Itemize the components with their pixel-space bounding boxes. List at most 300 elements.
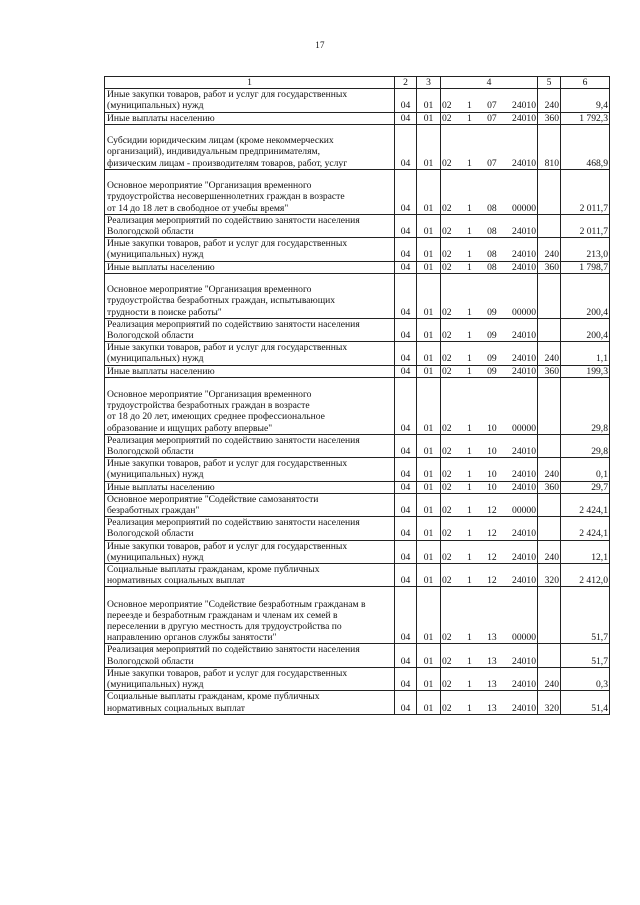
row-section-cell: 04 [395, 540, 417, 563]
target-code-part: 13 [487, 655, 497, 667]
row-amount-cell: 200,4 [561, 318, 610, 341]
target-code-part: 09 [487, 365, 497, 377]
target-code-part: 02 [442, 226, 452, 238]
table-row [105, 644, 610, 667]
row-expense-type-cell [538, 493, 561, 516]
row-amount-cell: 468,9 [561, 124, 610, 169]
row-subsection-cell: 01 [417, 493, 441, 516]
target-code [442, 703, 536, 714]
target-code [442, 469, 536, 480]
row-expense-type-cell [538, 434, 561, 457]
target-code [442, 446, 536, 457]
target-code-part: 13 [487, 702, 497, 714]
target-code [442, 100, 536, 111]
table-row [105, 691, 610, 714]
row-expense-type-cell: 240 [538, 667, 561, 690]
row-description-cell [105, 644, 395, 667]
row-description: Реализация мероприятий по содействию занятости населения Вологодской области [107, 434, 360, 458]
row-subsection-cell: 01 [417, 112, 441, 124]
row-section-cell: 04 [395, 169, 417, 214]
row-target-code-cell [441, 89, 538, 112]
row-subsection-cell: 01 [417, 214, 441, 237]
target-code [442, 249, 536, 260]
row-subsection-cell: 01 [417, 587, 441, 644]
row-amount-cell: 2 011,7 [561, 169, 610, 214]
target-code [442, 632, 536, 643]
row-amount-cell: 1,1 [561, 342, 610, 365]
row-target-code-cell [441, 112, 538, 124]
header-cell-6: 6 [561, 77, 610, 89]
target-code-part: 00000 [512, 306, 536, 318]
target-code-part: 10 [487, 469, 497, 481]
row-section-cell: 04 [395, 112, 417, 124]
target-code-part: 09 [487, 353, 497, 365]
page-number: 17 [315, 40, 325, 50]
target-code-part: 24010 [512, 100, 536, 112]
row-description: Иные закупки товаров, работ и услуг для государственных (муниципальных) нужд [107, 667, 348, 691]
row-section-cell: 04 [395, 261, 417, 273]
table-row [105, 564, 610, 587]
row-target-code-cell [441, 238, 538, 261]
row-description: Иные выплаты населению [107, 481, 215, 493]
target-code-part: 02 [442, 330, 452, 342]
target-code-part: 07 [487, 100, 497, 112]
target-code-part: 00000 [512, 505, 536, 517]
row-description-cell [105, 238, 395, 261]
row-description-cell [105, 564, 395, 587]
target-code-part: 02 [442, 157, 452, 169]
row-target-code-cell [441, 517, 538, 540]
row-subsection-cell: 01 [417, 273, 441, 318]
row-target-code-cell [441, 691, 538, 714]
target-code [442, 575, 536, 586]
target-code-part: 24010 [512, 365, 536, 377]
target-code-part: 02 [442, 505, 452, 517]
row-expense-type-cell [538, 377, 561, 434]
target-code-part: 1 [466, 469, 472, 481]
row-description: Реализация мероприятий по содействию занятости населения Вологодской области [107, 644, 360, 667]
row-description-cell [105, 89, 395, 112]
row-target-code-cell [441, 261, 538, 273]
target-code-part: 24010 [512, 469, 536, 481]
target-code-part: 1 [466, 261, 472, 273]
row-subsection-cell: 01 [417, 124, 441, 169]
target-code-part: 08 [487, 249, 497, 261]
row-description-cell [105, 587, 395, 644]
row-description: Иные закупки товаров, работ и услуг для государственных (муниципальных) нужд [107, 238, 348, 261]
target-code-part: 02 [442, 702, 452, 714]
target-code [442, 423, 536, 434]
row-amount-cell: 1 792,3 [561, 112, 610, 124]
row-description-cell [105, 112, 395, 124]
row-description: Основное мероприятие "Организация временного трудоустройства безработных граждан в возрасте от 18 до 20 лет, имеющих среднее профессиональное образование и ищущих работу впервые" [107, 389, 325, 434]
row-expense-type-cell: 240 [538, 540, 561, 563]
row-section-cell: 04 [395, 587, 417, 644]
row-description: Иные закупки товаров, работ и услуг для государственных (муниципальных) нужд [107, 458, 348, 481]
row-description-cell [105, 540, 395, 563]
row-amount-cell: 29,8 [561, 377, 610, 434]
row-description: Основное мероприятие "Содействие безработным гражданам в переезде и безработным гражданам и членам их семей в переселении в другую местность для трудоустройства по направлению органов службы занятости" [107, 598, 366, 644]
target-code [442, 656, 536, 667]
row-target-code-cell [441, 214, 538, 237]
target-code-part: 02 [442, 632, 452, 644]
row-section-cell: 04 [395, 691, 417, 714]
target-code-part: 02 [442, 551, 452, 563]
target-code-part: 1 [466, 112, 472, 124]
table-row [105, 261, 610, 273]
row-section-cell: 04 [395, 318, 417, 341]
row-target-code-cell [441, 318, 538, 341]
target-code-part: 24010 [512, 249, 536, 261]
row-target-code-cell [441, 587, 538, 644]
target-code-part: 02 [442, 679, 452, 691]
header-cell-5: 5 [538, 77, 561, 89]
target-code-part: 1 [466, 202, 472, 214]
target-code-part: 10 [487, 481, 497, 493]
target-code-part: 07 [487, 157, 497, 169]
target-code-part: 24010 [512, 353, 536, 365]
target-code-part: 09 [487, 306, 497, 318]
target-code-part: 24010 [512, 679, 536, 691]
row-section-cell: 04 [395, 214, 417, 237]
row-expense-type-cell: 240 [538, 458, 561, 481]
row-expense-type-cell: 360 [538, 112, 561, 124]
row-description-cell [105, 169, 395, 214]
row-subsection-cell: 01 [417, 261, 441, 273]
row-amount-cell: 2 424,1 [561, 517, 610, 540]
target-code-part: 02 [442, 202, 452, 214]
row-subsection-cell: 01 [417, 434, 441, 457]
row-description-cell [105, 667, 395, 690]
row-target-code-cell [441, 273, 538, 318]
row-subsection-cell: 01 [417, 481, 441, 493]
row-expense-type-cell [538, 273, 561, 318]
row-section-cell: 04 [395, 238, 417, 261]
row-amount-cell: 0,1 [561, 458, 610, 481]
row-section-cell: 04 [395, 481, 417, 493]
row-description-cell [105, 458, 395, 481]
row-amount-cell: 9,4 [561, 89, 610, 112]
table-row [105, 667, 610, 690]
target-code-part: 10 [487, 422, 497, 434]
table-row [105, 434, 610, 457]
target-code-part: 1 [466, 655, 472, 667]
row-description: Иные закупки товаров, работ и услуг для государственных (муниципальных) нужд [107, 540, 348, 563]
target-code [442, 366, 536, 377]
target-code-part: 1 [466, 353, 472, 365]
row-section-cell: 04 [395, 273, 417, 318]
row-amount-cell: 1 798,7 [561, 261, 610, 273]
row-target-code-cell [441, 124, 538, 169]
table-row [105, 169, 610, 214]
row-section-cell: 04 [395, 493, 417, 516]
row-target-code-cell [441, 667, 538, 690]
row-subsection-cell: 01 [417, 318, 441, 341]
target-code-part: 1 [466, 330, 472, 342]
row-description: Иные закупки товаров, работ и услуг для государственных (муниципальных) нужд [107, 89, 348, 112]
target-code [442, 528, 536, 539]
target-code-part: 1 [466, 551, 472, 563]
target-code-part: 13 [487, 632, 497, 644]
table-row [105, 517, 610, 540]
row-target-code-cell [441, 564, 538, 587]
target-code-part: 1 [466, 528, 472, 540]
target-code [442, 262, 536, 273]
table-row [105, 493, 610, 516]
table-row [105, 318, 610, 341]
target-code [442, 482, 536, 493]
target-code-part: 02 [442, 261, 452, 273]
table-row [105, 342, 610, 365]
target-code-part: 02 [442, 446, 452, 458]
target-code-part: 02 [442, 655, 452, 667]
table-row [105, 273, 610, 318]
row-expense-type-cell: 240 [538, 238, 561, 261]
target-code [442, 307, 536, 318]
target-code-part: 1 [466, 249, 472, 261]
target-code-part: 1 [466, 505, 472, 517]
target-code-part: 1 [466, 679, 472, 691]
target-code-part: 00000 [512, 632, 536, 644]
row-description-cell [105, 493, 395, 516]
row-description-cell [105, 517, 395, 540]
target-code-part: 24010 [512, 261, 536, 273]
header-row [105, 77, 610, 89]
row-subsection-cell: 01 [417, 377, 441, 434]
row-expense-type-cell: 240 [538, 342, 561, 365]
table-row [105, 540, 610, 563]
row-description-cell [105, 377, 395, 434]
target-code-part: 1 [466, 100, 472, 112]
row-description: Реализация мероприятий по содействию занятости населения Вологодской области [107, 318, 360, 342]
row-amount-cell: 213,0 [561, 238, 610, 261]
row-amount-cell: 0,3 [561, 667, 610, 690]
target-code-part: 24010 [512, 702, 536, 714]
table-row [105, 377, 610, 434]
target-code [442, 203, 536, 214]
target-code [442, 158, 536, 169]
target-code-part: 1 [466, 422, 472, 434]
row-section-cell: 04 [395, 434, 417, 457]
table-row [105, 124, 610, 169]
target-code-part: 1 [466, 157, 472, 169]
table-row [105, 481, 610, 493]
target-code-part: 02 [442, 365, 452, 377]
row-target-code-cell [441, 540, 538, 563]
target-code [442, 330, 536, 341]
header-cell-2: 2 [395, 77, 417, 89]
target-code-part: 24010 [512, 575, 536, 587]
row-target-code-cell [441, 342, 538, 365]
row-amount-cell: 200,4 [561, 273, 610, 318]
row-expense-type-cell [538, 318, 561, 341]
row-subsection-cell: 01 [417, 365, 441, 377]
row-target-code-cell [441, 365, 538, 377]
target-code [442, 679, 536, 690]
target-code-part: 12 [487, 575, 497, 587]
row-description: Иные закупки товаров, работ и услуг для государственных (муниципальных) нужд [107, 342, 348, 365]
target-code-part: 24010 [512, 446, 536, 458]
target-code-part: 24010 [512, 112, 536, 124]
row-description: Социальные выплаты гражданам, кроме публичных нормативных социальных выплат [107, 564, 320, 587]
target-code-part: 24010 [512, 226, 536, 238]
row-subsection-cell: 01 [417, 540, 441, 563]
target-code-part: 1 [466, 365, 472, 377]
row-expense-type-cell: 810 [538, 124, 561, 169]
target-code-part: 1 [466, 702, 472, 714]
row-amount-cell: 2 412,0 [561, 564, 610, 587]
row-expense-type-cell [538, 587, 561, 644]
target-code-part: 07 [487, 112, 497, 124]
target-code-part: 1 [466, 226, 472, 238]
target-code-part: 10 [487, 446, 497, 458]
target-code-part: 24010 [512, 655, 536, 667]
target-code-part: 1 [466, 306, 472, 318]
row-target-code-cell [441, 493, 538, 516]
target-code [442, 113, 536, 124]
row-description-cell [105, 124, 395, 169]
target-code [442, 226, 536, 237]
row-section-cell: 04 [395, 124, 417, 169]
row-section-cell: 04 [395, 644, 417, 667]
target-code-part: 12 [487, 528, 497, 540]
target-code-part: 08 [487, 202, 497, 214]
row-description-cell [105, 691, 395, 714]
row-expense-type-cell: 360 [538, 261, 561, 273]
table-row [105, 365, 610, 377]
target-code-part: 08 [487, 261, 497, 273]
table-row [105, 587, 610, 644]
target-code [442, 353, 536, 364]
row-description: Реализация мероприятий по содействию занятости населения Вологодской области [107, 517, 360, 540]
header-cell-1: 1 [105, 77, 395, 89]
row-section-cell: 04 [395, 365, 417, 377]
target-code-part: 02 [442, 528, 452, 540]
row-amount-cell: 12,1 [561, 540, 610, 563]
target-code-part: 09 [487, 330, 497, 342]
row-amount-cell: 2 011,7 [561, 214, 610, 237]
target-code-part: 02 [442, 575, 452, 587]
target-code-part: 02 [442, 353, 452, 365]
row-expense-type-cell [538, 644, 561, 667]
row-subsection-cell: 01 [417, 458, 441, 481]
row-description: Реализация мероприятий по содействию занятости населения Вологодской области [107, 214, 360, 238]
row-target-code-cell [441, 481, 538, 493]
target-code-part: 1 [466, 575, 472, 587]
row-target-code-cell [441, 169, 538, 214]
row-expense-type-cell [538, 169, 561, 214]
row-subsection-cell: 01 [417, 564, 441, 587]
row-description-cell [105, 318, 395, 341]
row-amount-cell: 199,3 [561, 365, 610, 377]
row-description: Иные выплаты населению [107, 112, 215, 124]
row-description-cell [105, 365, 395, 377]
row-subsection-cell: 01 [417, 644, 441, 667]
table-row [105, 458, 610, 481]
row-expense-type-cell [538, 214, 561, 237]
header-cell-3: 3 [417, 77, 441, 89]
row-description: Основное мероприятие "Организация временного трудоустройства безработных граждан, испытывающих трудности в поиске работы" [107, 284, 336, 318]
budget-table [104, 76, 610, 715]
row-expense-type-cell: 320 [538, 564, 561, 587]
target-code-part: 12 [487, 551, 497, 563]
target-code-part: 24010 [512, 157, 536, 169]
row-description-cell [105, 261, 395, 273]
row-description: Основное мероприятие "Организация временного трудоустройства несовершеннолетних граждан в возрасте от 14 до 18 лет в свободное от учебы время" [107, 180, 345, 214]
target-code-part: 02 [442, 469, 452, 481]
target-code [442, 505, 536, 516]
row-expense-type-cell: 360 [538, 481, 561, 493]
row-section-cell: 04 [395, 517, 417, 540]
header-cell-4: 4 [441, 77, 538, 89]
table-row [105, 238, 610, 261]
target-code-part: 02 [442, 481, 452, 493]
row-subsection-cell: 01 [417, 517, 441, 540]
row-expense-type-cell [538, 517, 561, 540]
target-code-part: 24010 [512, 528, 536, 540]
row-description-cell [105, 214, 395, 237]
row-subsection-cell: 01 [417, 238, 441, 261]
target-code [442, 552, 536, 563]
row-subsection-cell: 01 [417, 667, 441, 690]
target-code-part: 00000 [512, 422, 536, 434]
target-code-part: 08 [487, 226, 497, 238]
target-code-part: 24010 [512, 481, 536, 493]
row-section-cell: 04 [395, 667, 417, 690]
target-code-part: 24010 [512, 551, 536, 563]
target-code-part: 1 [466, 481, 472, 493]
target-code-part: 24010 [512, 330, 536, 342]
row-description: Субсидии юридическим лицам (кроме некоммерческих организаций), индивидуальным предпринимателям, физическим лицам - производителям товаров, работ, услуг [107, 135, 348, 169]
row-subsection-cell: 01 [417, 342, 441, 365]
table-row [105, 214, 610, 237]
row-target-code-cell [441, 434, 538, 457]
row-section-cell: 04 [395, 342, 417, 365]
row-amount-cell: 29,8 [561, 434, 610, 457]
target-code-part: 02 [442, 306, 452, 318]
row-description: Социальные выплаты гражданам, кроме публичных нормативных социальных выплат [107, 691, 320, 714]
table-row [105, 112, 610, 124]
target-code-part: 1 [466, 446, 472, 458]
row-subsection-cell: 01 [417, 169, 441, 214]
row-target-code-cell [441, 644, 538, 667]
row-amount-cell: 2 424,1 [561, 493, 610, 516]
row-section-cell: 04 [395, 377, 417, 434]
target-code-part: 00000 [512, 202, 536, 214]
row-section-cell: 04 [395, 564, 417, 587]
row-description-cell [105, 273, 395, 318]
row-amount-cell: 51,7 [561, 644, 610, 667]
row-description-cell [105, 481, 395, 493]
row-subsection-cell: 01 [417, 691, 441, 714]
row-amount-cell: 51,7 [561, 587, 610, 644]
row-expense-type-cell: 240 [538, 89, 561, 112]
target-code-part: 1 [466, 632, 472, 644]
target-code-part: 02 [442, 249, 452, 261]
target-code-part: 13 [487, 679, 497, 691]
row-description: Иные выплаты населению [107, 261, 215, 273]
target-code-part: 12 [487, 505, 497, 517]
row-subsection-cell: 01 [417, 89, 441, 112]
row-description: Основное мероприятие "Содействие самозанятости безработных граждан" [107, 493, 319, 517]
row-description-cell [105, 434, 395, 457]
target-code-part: 02 [442, 100, 452, 112]
row-target-code-cell [441, 377, 538, 434]
row-description: Иные выплаты населению [107, 365, 215, 377]
row-amount-cell: 29,7 [561, 481, 610, 493]
row-amount-cell: 51,4 [561, 691, 610, 714]
target-code-part: 02 [442, 112, 452, 124]
